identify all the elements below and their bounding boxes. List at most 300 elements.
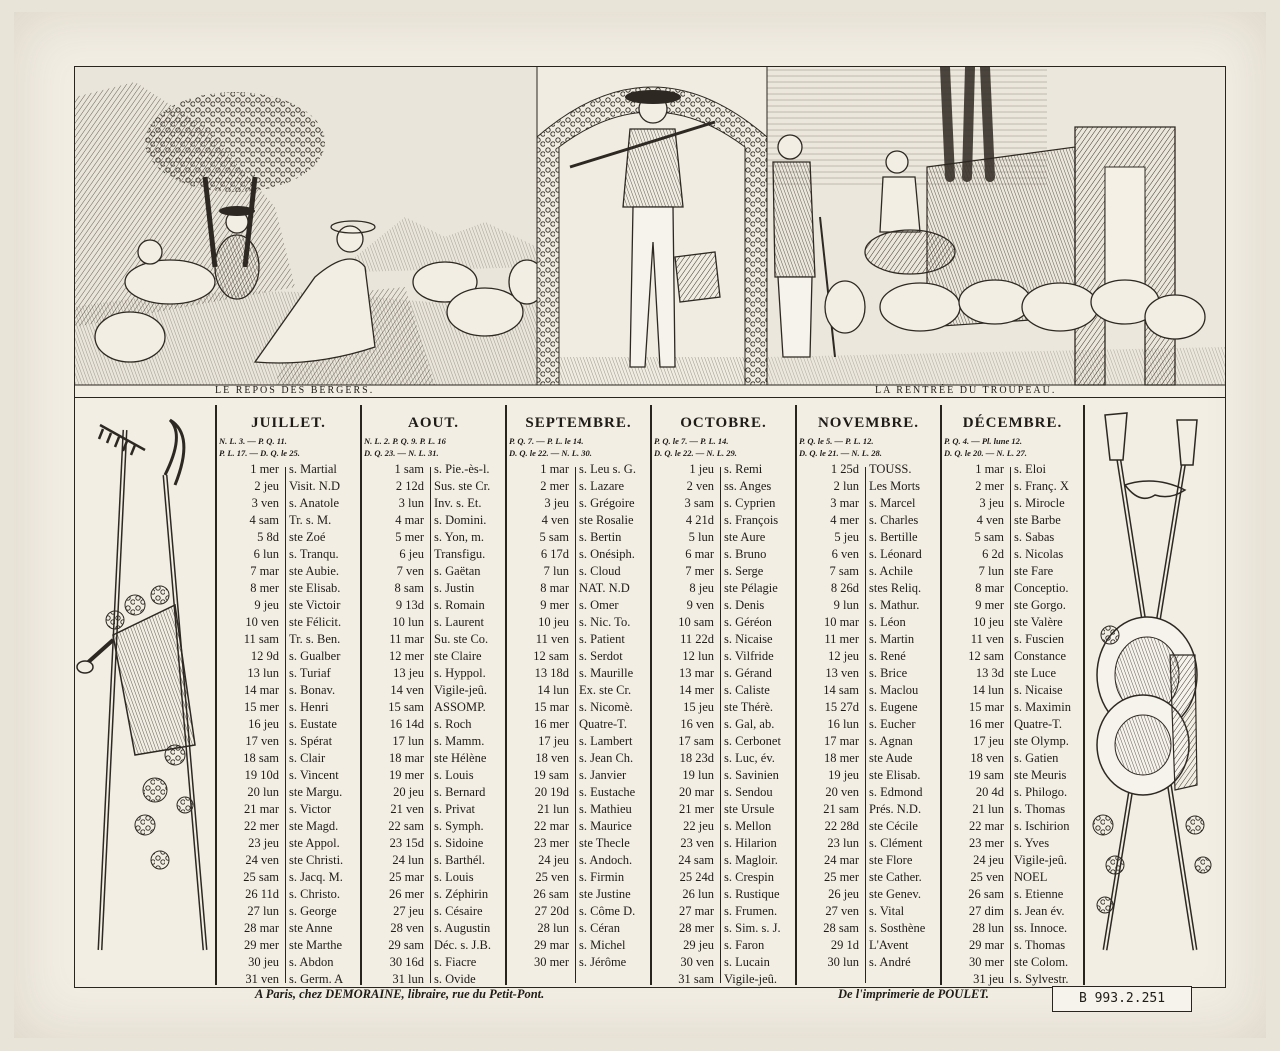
- day-date: 12 jeu: [828, 649, 859, 663]
- moon-phases-line-2: D. Q. le 22. — N. L. 30.: [509, 448, 592, 458]
- day-date: 13 mar: [678, 666, 714, 680]
- day-row: [217, 954, 360, 971]
- day-saint: ste Genev.: [869, 887, 921, 901]
- day-date: 26 sam: [968, 887, 1004, 901]
- day-saint: s. Gérand: [724, 666, 772, 680]
- day-row: [652, 478, 795, 495]
- day-saint: s. Victor: [289, 802, 332, 816]
- moon-phases-line-2: D. Q. 23. — N. L. 31.: [364, 448, 439, 458]
- day-row: [217, 699, 360, 716]
- day-date: 23 ven: [680, 836, 714, 850]
- day-saint: s. Symph.: [434, 819, 484, 833]
- day-saint: s. Jean év.: [1014, 904, 1065, 918]
- day-row: [217, 733, 360, 750]
- day-row: [942, 767, 1083, 784]
- day-row: [652, 903, 795, 920]
- day-row: [507, 461, 650, 478]
- inventory-number-label: B 993.2.251: [1052, 986, 1192, 1012]
- day-saint: ste Valère: [1014, 615, 1063, 629]
- day-row: [797, 818, 940, 835]
- day-date: 27 dim: [968, 904, 1004, 918]
- day-row: [797, 461, 940, 478]
- day-row: [797, 580, 940, 597]
- day-saint: s. Onésiph.: [579, 547, 635, 561]
- day-date: 3 ven: [251, 496, 279, 510]
- day-row: [362, 801, 505, 818]
- shepherds-rest-scene: [75, 67, 545, 385]
- day-saint: s. Louis: [434, 768, 474, 782]
- day-date: 5 sam: [974, 530, 1004, 544]
- day-saint: s. Vital: [869, 904, 905, 918]
- day-saint: Vigile-jeû.: [724, 972, 778, 986]
- day-row: [652, 818, 795, 835]
- day-saint: s. Sosthène: [869, 921, 926, 935]
- day-date: 14 ven: [390, 683, 424, 697]
- day-date: 2 mer: [975, 479, 1004, 493]
- day-saint: s. Mellon: [724, 819, 772, 833]
- day-date: 5 sam: [539, 530, 569, 544]
- day-date: 25 24d: [679, 870, 714, 884]
- day-row: [507, 614, 650, 631]
- day-date: 25 sam: [243, 870, 279, 884]
- day-row: [217, 852, 360, 869]
- day-rows: [652, 461, 795, 988]
- day-row: [652, 512, 795, 529]
- day-date: 1 sam: [394, 462, 424, 476]
- day-date: 11 mar: [389, 632, 424, 646]
- day-row: [942, 597, 1083, 614]
- day-date: 1 mar: [975, 462, 1004, 476]
- day-saint: s. Edmond: [869, 785, 923, 799]
- day-saint: ste Gorgo.: [1014, 598, 1066, 612]
- day-row: [797, 665, 940, 682]
- day-saint: Prés. N.D.: [869, 802, 922, 816]
- day-date: 18 23d: [679, 751, 714, 765]
- day-date: 15 mer: [243, 700, 279, 714]
- day-row: [797, 801, 940, 818]
- day-date: 17 sam: [678, 734, 714, 748]
- day-saint: s. Yon, m.: [434, 530, 485, 544]
- day-row: [942, 869, 1083, 886]
- day-row: [507, 852, 650, 869]
- day-saint: s. Sidoine: [434, 836, 484, 850]
- day-date: 3 jeu: [979, 496, 1004, 510]
- day-row: [652, 733, 795, 750]
- day-saint: s. Thomas: [1014, 938, 1066, 952]
- day-saint: s. Eloi: [1014, 462, 1046, 476]
- day-rows: [507, 461, 650, 971]
- day-saint: s. Romain: [434, 598, 485, 612]
- day-row: [362, 563, 505, 580]
- day-row: [217, 767, 360, 784]
- day-saint: stes Reliq.: [869, 581, 922, 595]
- day-row: [217, 937, 360, 954]
- day-saint: s. Serge: [724, 564, 764, 578]
- day-saint: ste Cather.: [869, 870, 922, 884]
- day-saint: Vigile-jeû.: [434, 683, 488, 697]
- day-saint: s. Andoch.: [579, 853, 633, 867]
- day-date: 31 sam: [678, 972, 714, 986]
- day-date: 27 20d: [534, 904, 569, 918]
- day-row: [942, 699, 1083, 716]
- day-saint: s. Léonard: [869, 547, 922, 561]
- day-date: 2 lun: [833, 479, 859, 493]
- day-row: [362, 529, 505, 546]
- day-row: [942, 495, 1083, 512]
- day-date: 24 ven: [245, 853, 279, 867]
- day-row: [217, 971, 360, 988]
- day-row: [797, 614, 940, 631]
- day-row: [652, 750, 795, 767]
- day-saint: s. Martin: [869, 632, 915, 646]
- day-rows: [362, 461, 505, 988]
- day-date: 10 sam: [678, 615, 714, 629]
- day-date: 8 mer: [250, 581, 279, 595]
- day-row: [362, 546, 505, 563]
- day-row: [797, 631, 940, 648]
- day-saint: s. Côme D.: [579, 904, 636, 918]
- day-date: 29 sam: [388, 938, 424, 952]
- day-saint: s. Léon: [869, 615, 906, 629]
- day-date: 28 ven: [390, 921, 424, 935]
- day-row: [362, 665, 505, 682]
- day-saint: s. Louis: [434, 870, 474, 884]
- day-saint: Sus. ste Cr.: [434, 479, 491, 493]
- day-date: 20 ven: [825, 785, 859, 799]
- day-date: 18 mar: [388, 751, 424, 765]
- month-decembre: [942, 405, 1083, 985]
- day-saint: ste Anne: [289, 921, 333, 935]
- day-saint: Ex. ste Cr.: [579, 683, 632, 697]
- day-saint: s. Jacq. M.: [289, 870, 343, 884]
- day-row: [217, 801, 360, 818]
- month-name: SEPTEMBRE.: [525, 415, 632, 431]
- day-date: 16 jeu: [248, 717, 279, 731]
- day-row: [362, 852, 505, 869]
- day-date: 26 jeu: [828, 887, 859, 901]
- day-saint: Les Morts: [869, 479, 921, 493]
- day-saint: ste Flore: [869, 853, 913, 867]
- day-saint: s. Nic. To.: [579, 615, 631, 629]
- day-row: [652, 954, 795, 971]
- day-row: [507, 733, 650, 750]
- day-row: [942, 461, 1083, 478]
- day-row: [797, 784, 940, 801]
- day-saint: s. Ovide: [434, 972, 476, 986]
- day-saint: s. Domini.: [434, 513, 487, 527]
- day-saint: s. Serdot: [579, 649, 623, 663]
- day-date: 2 jeu: [254, 479, 279, 493]
- day-date: 26 11d: [245, 887, 279, 901]
- day-date: 26 lun: [682, 887, 714, 901]
- day-date: 2 ven: [686, 479, 714, 493]
- moon-phases-line-2: D. Q. le 20. — N. L. 27.: [944, 448, 1027, 458]
- day-date: 21 sam: [823, 802, 859, 816]
- day-date: 20 mar: [678, 785, 714, 799]
- day-row: [652, 665, 795, 682]
- day-row: [652, 580, 795, 597]
- day-saint: s. Patient: [579, 632, 625, 646]
- day-date: 8 jeu: [689, 581, 714, 595]
- moon-phases-line-2: P. L. 17. — D. Q. le 25.: [219, 448, 300, 458]
- day-row: [362, 869, 505, 886]
- day-row: [942, 665, 1083, 682]
- day-row: [942, 852, 1083, 869]
- day-date: 20 lun: [247, 785, 279, 799]
- day-saint: s. Bertille: [869, 530, 918, 544]
- day-date: 6 lun: [253, 547, 279, 561]
- day-date: 16 ven: [680, 717, 714, 731]
- publisher-imprint: A Paris, chez DEMORAINE, libraire, rue du Petit-Pont.: [255, 987, 545, 1001]
- day-date: 27 ven: [825, 904, 859, 918]
- day-saint: ste Zoé: [289, 530, 326, 544]
- day-date: 28 lun: [972, 921, 1004, 935]
- moon-phases-line-1: P. Q. 4. — Pl. lune 12.: [944, 436, 1023, 446]
- day-date: 22 jeu: [683, 819, 714, 833]
- day-row: [217, 529, 360, 546]
- day-date: 3 jeu: [544, 496, 569, 510]
- day-date: 10 lun: [392, 615, 424, 629]
- day-date: 8 mar: [975, 581, 1004, 595]
- day-row: [507, 597, 650, 614]
- day-saint: ste Cécile: [869, 819, 918, 833]
- day-date: 20 jeu: [393, 785, 424, 799]
- day-row: [797, 750, 940, 767]
- day-saint: s. George: [289, 904, 337, 918]
- day-date: 12 9d: [250, 649, 279, 663]
- day-row: [507, 818, 650, 835]
- day-saint: ste Justine: [579, 887, 631, 901]
- day-date: 22 mar: [968, 819, 1004, 833]
- day-saint: s. Spérat: [289, 734, 333, 748]
- day-row: [942, 801, 1083, 818]
- day-saint: s. Vilfride: [724, 649, 774, 663]
- day-saint: s. Magloir.: [724, 853, 778, 867]
- day-row: [217, 597, 360, 614]
- day-saint: ste Claire: [434, 649, 482, 663]
- day-row: [217, 461, 360, 478]
- day-row: [652, 920, 795, 937]
- day-row: [942, 648, 1083, 665]
- day-row: [217, 682, 360, 699]
- day-date: 13 3d: [975, 666, 1004, 680]
- day-date: 11 ven: [970, 632, 1004, 646]
- day-date: 24 mar: [823, 853, 859, 867]
- day-row: [797, 852, 940, 869]
- day-row: [797, 495, 940, 512]
- day-date: 14 mer: [678, 683, 714, 697]
- day-row: [507, 580, 650, 597]
- day-row: [217, 665, 360, 682]
- day-row: [797, 512, 940, 529]
- day-row: [507, 801, 650, 818]
- day-saint: s. Maurille: [579, 666, 634, 680]
- day-saint: s. Thomas: [1014, 802, 1066, 816]
- day-row: [652, 648, 795, 665]
- day-saint: s. Roch: [434, 717, 472, 731]
- day-date: 21 lun: [537, 802, 569, 816]
- day-date: 30 mer: [533, 955, 569, 969]
- day-date: 30 16d: [389, 955, 424, 969]
- day-date: 20 19d: [534, 785, 569, 799]
- day-date: 17 ven: [245, 734, 279, 748]
- day-saint: ss. Innoce.: [1014, 921, 1068, 935]
- day-date: 9 mer: [540, 598, 569, 612]
- gardener-scene: [537, 67, 767, 385]
- day-row: [362, 784, 505, 801]
- day-date: 12 mer: [388, 649, 424, 663]
- day-row: [507, 835, 650, 852]
- day-date: 7 lun: [543, 564, 569, 578]
- day-date: 16 mer: [533, 717, 569, 731]
- day-saint: s. Nicaise: [724, 632, 773, 646]
- day-saint: Conceptio.: [1014, 581, 1069, 595]
- day-saint: Tr. s. Ben.: [289, 632, 341, 646]
- day-saint: ste Magd.: [289, 819, 339, 833]
- moon-phases-line-1: P. Q. le 5. — P. L. 12.: [799, 436, 874, 446]
- day-saint: s. André: [869, 955, 911, 969]
- day-row: [217, 835, 360, 852]
- day-saint: ste Hélène: [434, 751, 487, 765]
- day-saint: ste Elisab.: [289, 581, 341, 595]
- day-date: 19 10d: [244, 768, 279, 782]
- day-row: [942, 886, 1083, 903]
- day-date: 10 ven: [245, 615, 279, 629]
- day-saint: ste Colom.: [1014, 955, 1069, 969]
- month-name: AOUT.: [408, 415, 459, 431]
- day-date: 1 mer: [250, 462, 279, 476]
- day-date: 15 jeu: [683, 700, 714, 714]
- day-row: [362, 614, 505, 631]
- day-date: 14 mar: [243, 683, 279, 697]
- day-row: [652, 699, 795, 716]
- return-of-the-flock-scene: [767, 67, 1225, 385]
- day-saint: s. Savinien: [724, 768, 779, 782]
- day-rows: [797, 461, 940, 971]
- day-row: [507, 903, 650, 920]
- month-name: JUILLET.: [251, 415, 326, 431]
- day-saint: s. Brice: [869, 666, 908, 680]
- day-date: 21 lun: [972, 802, 1004, 816]
- day-saint: s. Justin: [434, 581, 475, 595]
- day-date: 6 mar: [685, 547, 714, 561]
- month-name: DÉCEMBRE.: [962, 415, 1063, 431]
- day-saint: s. Céran: [579, 921, 620, 935]
- day-saint: s. Eucher: [869, 717, 916, 731]
- day-row: [507, 665, 650, 682]
- day-row: [942, 818, 1083, 835]
- day-saint: s. Franç. X: [1014, 479, 1069, 493]
- day-saint: s. Lazare: [579, 479, 625, 493]
- day-saint: s. Etienne: [1014, 887, 1064, 901]
- day-row: [217, 869, 360, 886]
- day-row: [507, 716, 650, 733]
- day-saint: ste Félicit.: [289, 615, 342, 629]
- day-row: [652, 937, 795, 954]
- day-row: [797, 563, 940, 580]
- day-date: 6 2d: [982, 547, 1004, 561]
- day-row: [507, 784, 650, 801]
- day-date: 5 mer: [395, 530, 424, 544]
- day-row: [797, 546, 940, 563]
- day-row: [942, 937, 1083, 954]
- engraving-illustration: [75, 67, 1225, 397]
- day-saint: ste Margu.: [289, 785, 343, 799]
- day-saint: s. Gualber: [289, 649, 341, 663]
- day-saint: s. Ischirion: [1014, 819, 1070, 833]
- day-saint: s. Gatien: [1014, 751, 1059, 765]
- day-row: [942, 512, 1083, 529]
- day-saint: ste Victoir: [289, 598, 341, 612]
- day-row: [652, 529, 795, 546]
- day-saint: s. Christo.: [289, 887, 341, 901]
- day-date: 9 lun: [833, 598, 859, 612]
- day-row: [507, 750, 650, 767]
- day-row: [507, 546, 650, 563]
- day-row: [942, 563, 1083, 580]
- calendar-grid: [215, 405, 1085, 985]
- day-date: 29 mar: [968, 938, 1004, 952]
- day-date: 22 sam: [388, 819, 424, 833]
- day-saint: ste Elisab.: [869, 768, 921, 782]
- day-saint: s. Barthél.: [434, 853, 486, 867]
- moon-phases-line-1: P. Q. 7. — P. L. le 14.: [509, 436, 584, 446]
- day-saint: s. Gal, ab.: [724, 717, 775, 731]
- month-juillet: [217, 405, 360, 985]
- day-row: [797, 903, 940, 920]
- day-date: 7 mar: [250, 564, 279, 578]
- caption-left: LE REPOS DES BERGERS.: [215, 385, 375, 396]
- day-saint: ste Marthe: [289, 938, 343, 952]
- day-row: [652, 801, 795, 818]
- day-saint: s. Lucain: [724, 955, 770, 969]
- day-date: 15 mar: [533, 700, 569, 714]
- caption-right: LA RENTRÉE DU TROUPEAU.: [875, 385, 1057, 396]
- day-saint: s. Lambert: [579, 734, 633, 748]
- day-saint: s. Laurent: [434, 615, 484, 629]
- day-saint: s. Nicomè.: [579, 700, 633, 714]
- day-row: [942, 835, 1083, 852]
- day-date: 25 mer: [823, 870, 859, 884]
- day-date: 4 ven: [541, 513, 569, 527]
- day-saint: s. Eugene: [869, 700, 918, 714]
- day-date: 19 sam: [968, 768, 1004, 782]
- month-divider: [1083, 405, 1085, 985]
- day-date: 11 ven: [535, 632, 569, 646]
- day-row: [362, 886, 505, 903]
- day-saint: s. Crespin: [724, 870, 774, 884]
- day-date: 13 lun: [247, 666, 279, 680]
- day-date: 5 lun: [688, 530, 714, 544]
- day-saint: s. Tranqu.: [289, 547, 339, 561]
- day-saint: Vigile-jeû.: [1014, 853, 1068, 867]
- day-row: [797, 682, 940, 699]
- day-date: 23 mer: [968, 836, 1004, 850]
- day-row: [362, 971, 505, 988]
- day-row: [217, 546, 360, 563]
- day-saint: s. Fuscien: [1014, 632, 1064, 646]
- day-saint: s. Sylvestr.: [1014, 972, 1069, 986]
- printer-imprint: De l'imprimerie de POULET.: [838, 987, 989, 1001]
- day-saint: Su. ste Co.: [434, 632, 489, 646]
- day-row: [652, 716, 795, 733]
- day-date: 16 14d: [389, 717, 424, 731]
- day-date: 11 sam: [243, 632, 279, 646]
- day-saint: ste Rosalie: [579, 513, 634, 527]
- day-date: 13 jeu: [393, 666, 424, 680]
- day-row: [217, 495, 360, 512]
- day-date: 13 ven: [825, 666, 859, 680]
